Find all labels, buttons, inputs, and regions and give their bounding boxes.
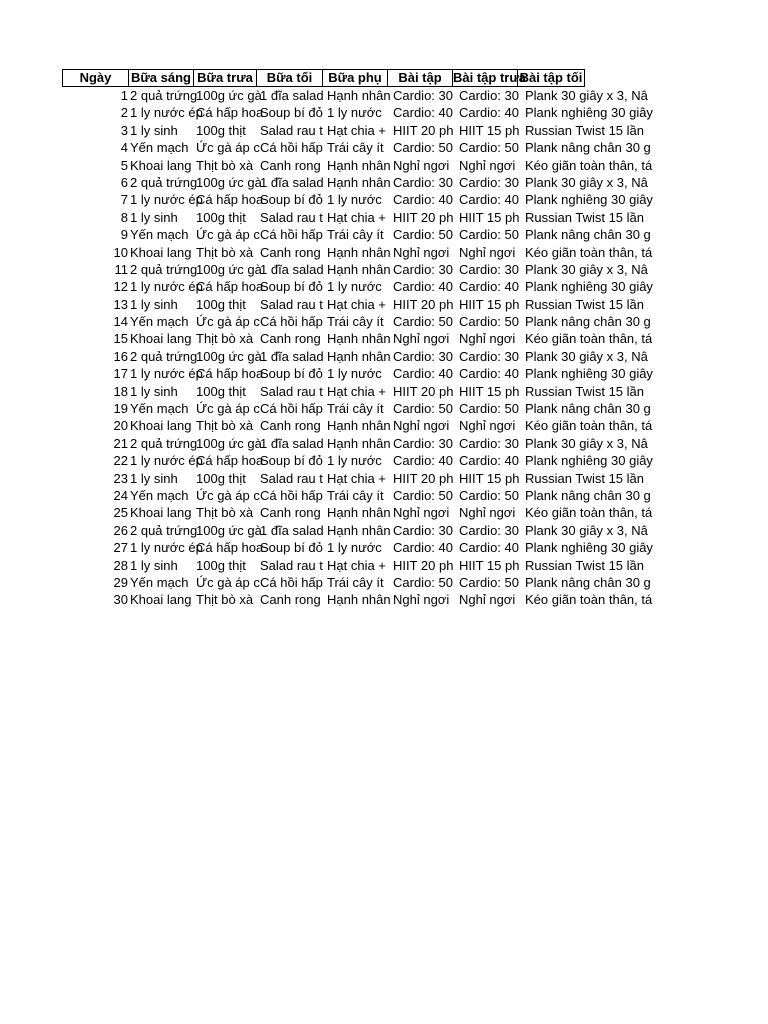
cell-day[interactable]: 8 [120, 209, 128, 225]
cell-exercise[interactable]: HIIT 20 ph [393, 296, 454, 312]
cell-breakfast[interactable]: Khoai lang [130, 244, 192, 260]
cell-exercise-evening[interactable]: Russian Twist 15 lần [525, 122, 644, 138]
cell-day[interactable]: 19 [113, 401, 128, 417]
cell-exercise[interactable]: Cardio: 50 [393, 401, 453, 417]
cell-dinner[interactable]: Salad rau t [260, 383, 323, 399]
cell-lunch[interactable]: Cá hấp hoa [196, 366, 264, 382]
cell-exercise-evening[interactable]: Plank nghiêng 30 giây [525, 192, 653, 208]
cell-exercise-noon[interactable]: Cardio: 40 [459, 540, 519, 556]
cell-breakfast[interactable]: Khoai lang [130, 592, 192, 608]
cell-lunch[interactable]: 100g thịt [196, 209, 246, 225]
cell-lunch[interactable]: Ức gà áp c [196, 227, 260, 243]
cell-exercise-noon[interactable]: Nghỉ ngơi [459, 331, 516, 347]
table-row [62, 261, 656, 278]
cell-dinner[interactable]: Canh rong [260, 331, 321, 347]
cell-day[interactable]: 2 [120, 105, 128, 121]
cell-breakfast[interactable]: 1 ly nước ép [130, 279, 203, 295]
cell-exercise-noon[interactable]: Cardio: 40 [459, 105, 519, 121]
cell-exercise[interactable]: Cardio: 50 [393, 140, 453, 156]
cell-day[interactable]: 21 [113, 435, 128, 451]
cell-exercise-evening[interactable]: Kéo giãn toàn thân, tá [525, 592, 653, 608]
cell-exercise[interactable]: Cardio: 30 [393, 261, 453, 277]
cell-breakfast[interactable]: Yến mạch [130, 487, 189, 503]
cell-day[interactable]: 14 [113, 314, 128, 330]
cell-exercise-evening[interactable]: Kéo giãn toàn thân, tá [525, 157, 653, 173]
cell-day[interactable]: 16 [113, 348, 128, 364]
cell-breakfast[interactable]: 1 ly nước ép [130, 540, 203, 556]
cell-lunch[interactable]: Thịt bò xà [196, 157, 254, 173]
cell-lunch[interactable]: 100g ức gà [196, 522, 262, 538]
cell-snack[interactable]: Hạnh nhân [327, 505, 391, 521]
table-row [62, 522, 656, 539]
cell-snack[interactable]: Hạnh nhân [327, 88, 391, 103]
cell-breakfast[interactable]: Yến mạch [130, 574, 189, 590]
cell-snack[interactable]: Trái cây ít [327, 574, 384, 590]
cell-lunch[interactable]: 100g ức gà [196, 435, 262, 451]
table-row [62, 313, 656, 330]
table-row [62, 574, 656, 591]
cell-lunch[interactable]: Ức gà áp c [196, 314, 260, 330]
cell-exercise-evening[interactable]: Plank nâng chân 30 g [525, 487, 651, 503]
cell-dinner[interactable]: 1 đĩa salad [260, 435, 324, 451]
cell-day[interactable]: 26 [113, 522, 128, 538]
cell-dinner[interactable]: Canh rong [260, 592, 321, 608]
cell-exercise-noon[interactable]: Cardio: 40 [459, 192, 519, 208]
cell-dinner[interactable]: Salad rau t [260, 470, 323, 486]
cell-breakfast[interactable]: Yến mạch [130, 140, 189, 156]
cell-snack[interactable]: Hạnh nhân [327, 331, 391, 347]
cell-breakfast[interactable]: Yến mạch [130, 401, 189, 417]
table-row [62, 487, 656, 504]
table-row [62, 157, 656, 174]
cell-snack[interactable]: Hạt chia + [327, 122, 386, 138]
cell-exercise-evening[interactable]: Russian Twist 15 lần [525, 209, 644, 225]
cell-exercise-noon[interactable]: Cardio: 30 [459, 88, 519, 103]
cell-snack[interactable]: Hạt chia + [327, 296, 386, 312]
cell-exercise[interactable]: Cardio: 40 [393, 279, 453, 295]
cell-exercise[interactable]: HIIT 20 ph [393, 122, 454, 138]
cell-exercise[interactable]: Cardio: 40 [393, 192, 453, 208]
cell-snack[interactable]: 1 ly nước [327, 453, 382, 469]
cell-snack[interactable]: Hạnh nhân [327, 435, 391, 451]
table-row [62, 383, 656, 400]
cell-exercise[interactable]: Cardio: 50 [393, 574, 453, 590]
cell-exercise[interactable]: HIIT 20 ph [393, 470, 454, 486]
cell-day[interactable]: 24 [113, 487, 128, 503]
cell-exercise-evening[interactable]: Plank 30 giây x 3, Nâ [525, 522, 648, 538]
cell-snack[interactable]: Hạt chia + [327, 383, 386, 399]
cell-exercise-evening[interactable]: Plank 30 giây x 3, Nâ [525, 261, 648, 277]
cell-snack[interactable]: Trái cây ít [327, 401, 384, 417]
cell-exercise-noon[interactable]: HIIT 15 ph [459, 557, 520, 573]
cell-exercise-evening[interactable]: Plank nghiêng 30 giây [525, 279, 653, 295]
cell-exercise[interactable]: Cardio: 30 [393, 522, 453, 538]
cell-day[interactable]: 1 [120, 88, 128, 103]
header-row [62, 69, 585, 87]
cell-day[interactable]: 25 [113, 505, 128, 521]
cell-snack[interactable]: 1 ly nước [327, 366, 382, 382]
cell-exercise-noon[interactable]: Nghỉ ngơi [459, 418, 516, 434]
cell-exercise[interactable]: Nghỉ ngơi [393, 244, 450, 260]
cell-snack[interactable]: Hạnh nhân [327, 261, 391, 277]
cell-exercise-evening[interactable]: Plank nâng chân 30 g [525, 140, 651, 156]
cell-dinner[interactable]: 1 đĩa salad [260, 88, 324, 103]
cell-lunch[interactable]: Thịt bò xà [196, 592, 254, 608]
header-cell-exercise-evening[interactable]: Bài tập tối [517, 69, 585, 87]
cell-dinner[interactable]: Canh rong [260, 418, 321, 434]
cell-exercise-noon[interactable]: Nghỉ ngơi [459, 592, 516, 608]
cell-lunch[interactable]: Ức gà áp c [196, 140, 260, 156]
table-row [62, 365, 656, 382]
cell-exercise[interactable]: HIIT 20 ph [393, 557, 454, 573]
cell-day[interactable]: 12 [113, 279, 128, 295]
cell-exercise[interactable]: Cardio: 30 [393, 348, 453, 364]
cell-snack[interactable]: Hạnh nhân [327, 244, 391, 260]
cell-snack[interactable]: Hạnh nhân [327, 348, 391, 364]
table-row [62, 209, 656, 226]
cell-day[interactable]: 23 [113, 470, 128, 486]
cell-dinner[interactable]: Soup bí đỏ [260, 192, 323, 208]
cell-dinner[interactable]: Canh rong [260, 244, 321, 260]
table-row [62, 470, 656, 487]
cell-exercise-evening[interactable]: Plank 30 giây x 3, Nâ [525, 88, 648, 103]
table-row [62, 278, 656, 295]
cell-exercise[interactable]: Cardio: 40 [393, 453, 453, 469]
cell-breakfast[interactable]: 1 ly nước ép [130, 453, 203, 469]
table-row [62, 435, 656, 452]
cell-lunch[interactable]: 100g thịt [196, 122, 246, 138]
cell-exercise-noon[interactable]: Cardio: 50 [459, 227, 519, 243]
header-cell-snack[interactable]: Bữa phụ [322, 69, 388, 87]
cell-exercise-noon[interactable]: Cardio: 40 [459, 453, 519, 469]
cell-snack[interactable]: Hạt chia + [327, 557, 386, 573]
cell-dinner[interactable]: 1 đĩa salad [260, 174, 324, 190]
cell-snack[interactable]: 1 ly nước [327, 279, 382, 295]
table-row [62, 244, 656, 261]
cell-lunch[interactable]: Thịt bò xà [196, 505, 254, 521]
cell-exercise[interactable]: Cardio: 40 [393, 540, 453, 556]
table-row [62, 348, 656, 365]
cell-day[interactable]: 30 [113, 592, 128, 608]
cell-dinner[interactable]: Cá hồi hấp [260, 574, 323, 590]
cell-exercise-noon[interactable]: Cardio: 50 [459, 140, 519, 156]
cell-exercise-evening[interactable]: Russian Twist 15 lần [525, 383, 644, 399]
cell-snack[interactable]: Hạt chia + [327, 209, 386, 225]
cell-snack[interactable]: Hạnh nhân [327, 157, 391, 173]
cell-exercise[interactable]: HIIT 20 ph [393, 209, 454, 225]
cell-exercise-noon[interactable]: Cardio: 50 [459, 487, 519, 503]
cell-exercise-evening[interactable]: Plank nghiêng 30 giây [525, 366, 653, 382]
cell-lunch[interactable]: Cá hấp hoa [196, 453, 264, 469]
cell-dinner[interactable]: Salad rau t [260, 209, 323, 225]
table-row [62, 557, 656, 574]
table-row [62, 539, 656, 556]
cell-exercise-evening[interactable]: Plank 30 giây x 3, Nâ [525, 348, 648, 364]
cell-exercise-evening[interactable]: Plank nâng chân 30 g [525, 401, 651, 417]
cell-dinner[interactable]: Salad rau t [260, 122, 323, 138]
cell-exercise[interactable]: Cardio: 30 [393, 88, 453, 103]
cell-breakfast[interactable]: 2 quả trứng [130, 435, 198, 451]
cell-exercise-evening[interactable]: Plank nghiêng 30 giây [525, 453, 653, 469]
cell-exercise[interactable]: Nghỉ ngơi [393, 592, 450, 608]
cell-dinner[interactable]: 1 đĩa salad [260, 348, 324, 364]
cell-snack[interactable]: Hạnh nhân [327, 418, 391, 434]
table-row [62, 400, 656, 417]
cell-day[interactable]: 3 [120, 122, 128, 138]
cell-dinner[interactable]: Canh rong [260, 505, 321, 521]
cell-exercise-evening[interactable]: Plank nâng chân 30 g [525, 227, 651, 243]
table-row [62, 452, 656, 469]
cell-lunch[interactable]: Thịt bò xà [196, 418, 254, 434]
table-row [62, 504, 656, 521]
cell-lunch[interactable]: Ức gà áp c [196, 401, 260, 417]
cell-snack[interactable]: Hạnh nhân [327, 522, 391, 538]
cell-breakfast[interactable]: 1 ly nước ép [130, 192, 203, 208]
cell-dinner[interactable]: Soup bí đỏ [260, 540, 323, 556]
cell-exercise-evening[interactable]: Kéo giãn toàn thân, tá [525, 418, 653, 434]
cell-exercise[interactable]: Nghỉ ngơi [393, 331, 450, 347]
cell-lunch[interactable]: 100g thịt [196, 470, 246, 486]
table-row [62, 139, 656, 156]
cell-snack[interactable]: Trái cây ít [327, 487, 384, 503]
header-cell-lunch[interactable]: Bữa trưa [193, 69, 257, 87]
cell-exercise-evening[interactable]: Plank nâng chân 30 g [525, 314, 651, 330]
cell-exercise[interactable]: Cardio: 50 [393, 314, 453, 330]
cell-snack[interactable]: Hạnh nhân [327, 174, 391, 190]
cell-day[interactable]: 29 [113, 574, 128, 590]
cell-day[interactable]: 10 [113, 244, 128, 260]
cell-dinner[interactable]: Cá hồi hấp [260, 487, 323, 503]
cell-lunch[interactable]: 100g ức gà [196, 88, 262, 103]
cell-snack[interactable]: Hạnh nhân [327, 592, 391, 608]
cell-lunch[interactable]: Ức gà áp c [196, 574, 260, 590]
cell-lunch[interactable]: Cá hấp hoa [196, 540, 264, 556]
cell-dinner[interactable]: Salad rau t [260, 296, 323, 312]
cell-exercise[interactable]: HIIT 20 ph [393, 383, 454, 399]
table-row [62, 296, 656, 313]
cell-day[interactable]: 4 [120, 140, 128, 156]
cell-day[interactable]: 27 [113, 540, 128, 556]
cell-dinner[interactable]: 1 đĩa salad [260, 261, 324, 277]
cell-snack[interactable]: 1 ly nước [327, 105, 382, 121]
cell-exercise-noon[interactable]: Nghỉ ngơi [459, 505, 516, 521]
cell-day[interactable]: 22 [113, 453, 128, 469]
cell-exercise-noon[interactable]: Cardio: 50 [459, 401, 519, 417]
table-row [62, 174, 656, 191]
cell-exercise-noon[interactable]: Cardio: 30 [459, 174, 519, 190]
cell-exercise-evening[interactable]: Plank 30 giây x 3, Nâ [525, 174, 648, 190]
cell-lunch[interactable]: 100g ức gà [196, 261, 262, 277]
table-row [62, 226, 656, 243]
cell-breakfast[interactable]: Yến mạch [130, 227, 189, 243]
cell-exercise-noon[interactable]: Nghỉ ngơi [459, 244, 516, 260]
cell-snack[interactable]: Trái cây ít [327, 227, 384, 243]
cell-exercise-noon[interactable]: Cardio: 40 [459, 279, 519, 295]
header-cell-day[interactable]: Ngày [62, 69, 129, 87]
cell-day[interactable]: 11 [114, 261, 128, 277]
cell-dinner[interactable]: Cá hồi hấp [260, 140, 323, 156]
cell-breakfast[interactable]: 2 quả trứng [130, 348, 198, 364]
cell-breakfast[interactable]: 2 quả trứng [130, 261, 198, 277]
cell-dinner[interactable]: Soup bí đỏ [260, 366, 323, 382]
cell-day[interactable]: 17 [113, 366, 128, 382]
cell-exercise-evening[interactable]: Kéo giãn toàn thân, tá [525, 505, 653, 521]
cell-exercise-noon[interactable]: Cardio: 50 [459, 574, 519, 590]
cell-day[interactable]: 18 [113, 383, 128, 399]
cell-exercise[interactable]: Cardio: 50 [393, 487, 453, 503]
cell-exercise-evening[interactable]: Plank nghiêng 30 giây [525, 105, 653, 121]
cell-lunch[interactable]: 100g ức gà [196, 348, 262, 364]
cell-lunch[interactable]: Thịt bò xà [196, 244, 254, 260]
cell-exercise[interactable]: Cardio: 30 [393, 174, 453, 190]
header-cell-exercise-noon[interactable]: Bài tập trưa [453, 70, 526, 85]
cell-snack[interactable]: Trái cây ít [327, 140, 384, 156]
cell-exercise[interactable]: Nghỉ ngơi [393, 418, 450, 434]
cell-dinner[interactable]: Salad rau t [260, 557, 323, 573]
cell-breakfast[interactable]: 2 quả trứng [130, 522, 198, 538]
cell-lunch[interactable]: Ức gà áp c [196, 487, 260, 503]
cell-breakfast[interactable]: 1 ly sinh [130, 296, 178, 312]
cell-dinner[interactable]: Cá hồi hấp [260, 401, 323, 417]
cell-exercise[interactable]: Cardio: 40 [393, 366, 453, 382]
cell-breakfast[interactable]: 1 ly nước ép [130, 366, 203, 382]
cell-breakfast[interactable]: Khoai lang [130, 157, 192, 173]
table-row [62, 87, 656, 104]
cell-lunch[interactable]: 100g ức gà [196, 174, 262, 190]
cell-exercise-evening[interactable]: Russian Twist 15 lần [525, 557, 644, 573]
cell-day[interactable]: 20 [113, 418, 128, 434]
cell-exercise-evening[interactable]: Kéo giãn toàn thân, tá [525, 244, 653, 260]
cell-breakfast[interactable]: 1 ly sinh [130, 470, 178, 486]
cell-day[interactable]: 15 [113, 331, 128, 347]
cell-exercise-noon[interactable]: HIIT 15 ph [459, 470, 520, 486]
cell-day[interactable]: 13 [113, 296, 128, 312]
cell-exercise[interactable]: Cardio: 30 [393, 435, 453, 451]
cell-breakfast[interactable]: 1 ly sinh [130, 122, 178, 138]
cell-day[interactable]: 9 [120, 227, 128, 243]
cell-exercise-noon[interactable]: Cardio: 30 [459, 522, 519, 538]
cell-exercise-noon[interactable]: Cardio: 30 [459, 435, 519, 451]
cell-lunch[interactable]: Cá hấp hoa [196, 279, 264, 295]
cell-dinner[interactable]: Canh rong [260, 157, 321, 173]
cell-exercise-noon[interactable]: HIIT 15 ph [459, 296, 520, 312]
header-cell-breakfast[interactable]: Bữa sáng [128, 69, 194, 87]
cell-exercise-evening[interactable]: Plank 30 giây x 3, Nâ [525, 435, 648, 451]
cell-day[interactable]: 7 [120, 192, 128, 208]
cell-lunch[interactable]: 100g thịt [196, 296, 246, 312]
cell-exercise[interactable]: Cardio: 50 [393, 227, 453, 243]
cell-exercise[interactable]: Cardio: 40 [393, 105, 453, 121]
cell-breakfast[interactable]: 2 quả trứng [130, 88, 198, 103]
table-row [62, 122, 656, 139]
cell-lunch[interactable]: Thịt bò xà [196, 331, 254, 347]
cell-breakfast[interactable]: 1 ly sinh [130, 383, 178, 399]
cell-exercise-noon[interactable]: Cardio: 50 [459, 314, 519, 330]
cell-dinner[interactable]: Soup bí đỏ [260, 279, 323, 295]
cell-exercise-noon[interactable]: Cardio: 30 [459, 348, 519, 364]
cell-exercise-noon[interactable]: Cardio: 30 [459, 261, 519, 277]
cell-breakfast[interactable]: 1 ly sinh [130, 209, 178, 225]
cell-exercise-evening[interactable]: Plank nghiêng 30 giây [525, 540, 653, 556]
cell-exercise[interactable]: Nghỉ ngơi [393, 505, 450, 521]
cell-lunch[interactable]: 100g thịt [196, 557, 246, 573]
cell-dinner[interactable]: 1 đĩa salad [260, 522, 324, 538]
cell-exercise-noon[interactable]: Cardio: 40 [459, 366, 519, 382]
cell-breakfast[interactable]: 2 quả trứng [130, 174, 198, 190]
cell-snack[interactable]: 1 ly nước [327, 192, 382, 208]
cell-exercise-noon[interactable]: Nghỉ ngơi [459, 157, 516, 173]
cell-exercise-noon[interactable]: HIIT 15 ph [459, 122, 520, 138]
table-row [62, 104, 656, 121]
cell-dinner[interactable]: Soup bí đỏ [260, 105, 323, 121]
cell-breakfast[interactable]: 1 ly nước ép [130, 105, 203, 121]
table-body [62, 87, 656, 609]
cell-dinner[interactable]: Soup bí đỏ [260, 453, 323, 469]
cell-snack[interactable]: 1 ly nước [327, 540, 382, 556]
cell-snack[interactable]: Trái cây ít [327, 314, 384, 330]
cell-lunch[interactable]: Cá hấp hoa [196, 105, 264, 121]
cell-exercise-evening[interactable]: Russian Twist 15 lần [525, 296, 644, 312]
cell-exercise[interactable]: Nghỉ ngơi [393, 157, 450, 173]
header-cell-exercise[interactable]: Bài tập [387, 69, 453, 87]
cell-breakfast[interactable]: Khoai lang [130, 331, 192, 347]
cell-breakfast[interactable]: Khoai lang [130, 505, 192, 521]
cell-dinner[interactable]: Cá hồi hấp [260, 227, 323, 243]
header-cell-dinner[interactable]: Bữa tối [256, 69, 323, 87]
cell-day[interactable]: 5 [120, 157, 128, 173]
cell-exercise-evening[interactable]: Russian Twist 15 lần [525, 470, 644, 486]
cell-exercise-evening[interactable]: Kéo giãn toàn thân, tá [525, 331, 653, 347]
cell-exercise-noon[interactable]: HIIT 15 ph [459, 383, 520, 399]
cell-day[interactable]: 6 [120, 174, 128, 190]
cell-dinner[interactable]: Cá hồi hấp [260, 314, 323, 330]
table-row [62, 191, 656, 208]
cell-lunch[interactable]: Cá hấp hoa [196, 192, 264, 208]
table-row [62, 591, 656, 608]
table-row [62, 330, 656, 347]
cell-breakfast[interactable]: Yến mạch [130, 314, 189, 330]
cell-snack[interactable]: Hạt chia + [327, 470, 386, 486]
cell-day[interactable]: 28 [113, 557, 128, 573]
cell-lunch[interactable]: 100g thịt [196, 383, 246, 399]
cell-breakfast[interactable]: 1 ly sinh [130, 557, 178, 573]
cell-breakfast[interactable]: Khoai lang [130, 418, 192, 434]
cell-exercise-noon[interactable]: HIIT 15 ph [459, 209, 520, 225]
cell-exercise-evening[interactable]: Plank nâng chân 30 g [525, 574, 651, 590]
table-row [62, 417, 656, 434]
